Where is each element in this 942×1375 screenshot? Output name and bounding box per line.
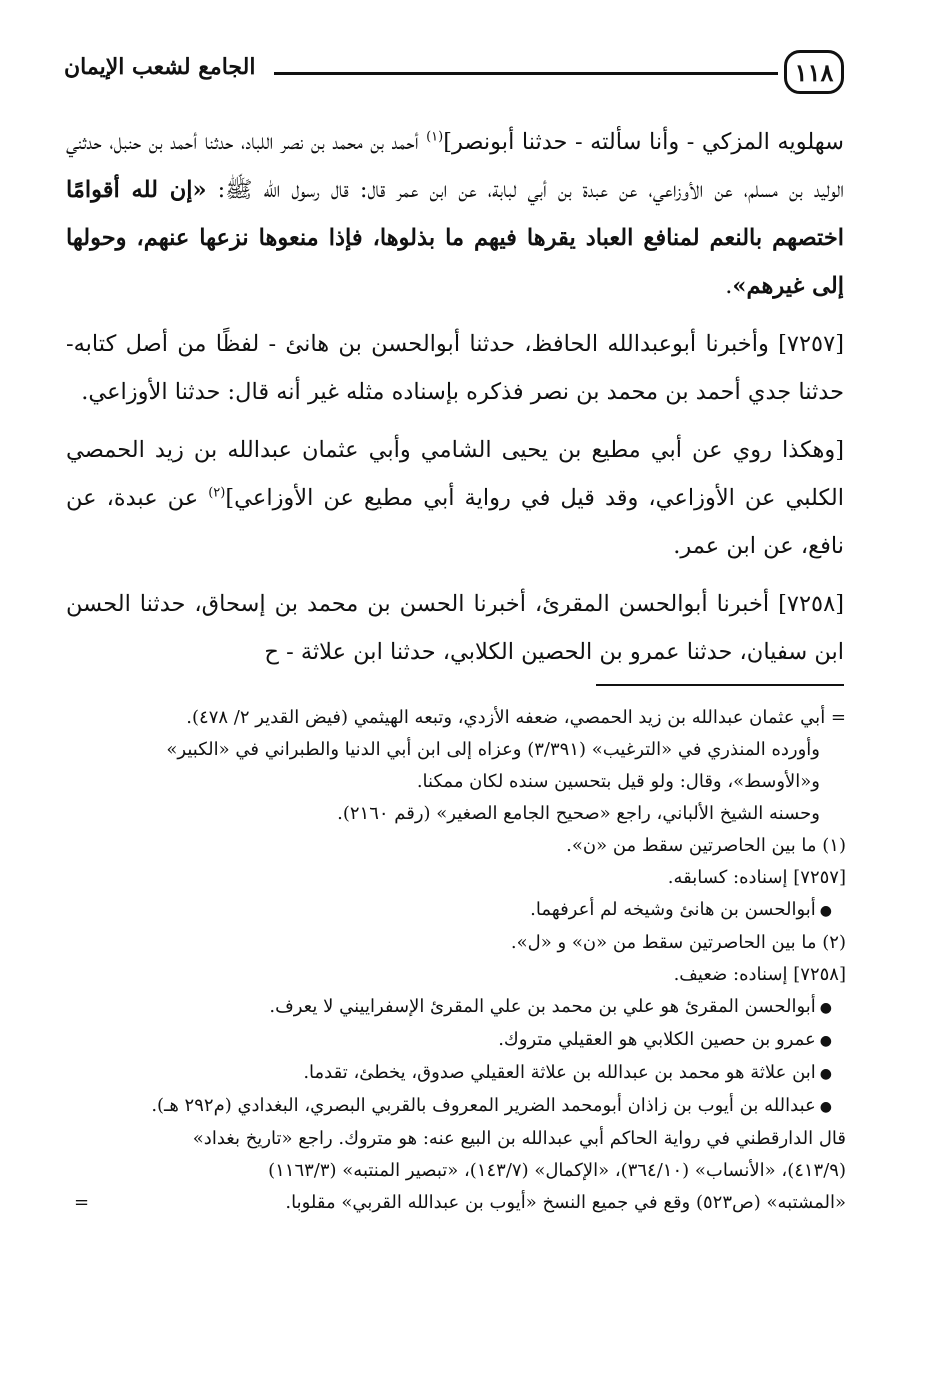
footnotes <box>66 702 846 1219</box>
footnote-line-text: «المشتبه» (ص٥٢٣) وقع في جميع النسخ «أيوب بن عبدالله القربي» مقلوبا. <box>285 1192 846 1213</box>
paragraph-7257: [٧٢٥٧] وأخبرنا أبوعبدالله الحافظ، حدثنا أبوالحسن بن هانئ - لفظًا من أصل كتابه- حدثنا جدي أحمد بن محمد بن نصر فذكره بإسناده مثله غير أنه قال: حدثنا الأوزاعي. <box>66 331 844 405</box>
bullet-icon: ● <box>819 1099 832 1115</box>
bullet-icon: ● <box>819 1066 832 1082</box>
paragraph-1 <box>66 118 844 310</box>
page-number-badge <box>784 50 844 94</box>
footnote-separator <box>596 684 844 686</box>
list-item-text: عمرو بن حصين الكلابي هو العقيلي متروك. <box>498 1029 816 1050</box>
list-item-text: ابن علاثة هو محمد بن عبدالله بن علاثة العقيلي صدوق، يخطئ، تقدما. <box>303 1062 816 1083</box>
bullet-icon: ● <box>819 903 832 919</box>
hadith-text: «إن لله أقوامًا اختصهم بالنعم لمنافع العباد يقرها فيهم ما بذلوها، فإذا منعوها نزعها عنهم، وحولها إلى غيرهم» <box>66 177 844 299</box>
footnote-7257-heading: [٧٢٥٧] إسناده: كسابقه. <box>667 867 846 888</box>
footnote-line: وأورده المنذري في «الترغيب» (٣/٣٩١) وعزاه إلى ابن أبي الدنيا والطبراني في «الكبير» <box>166 739 820 760</box>
list-item <box>66 1057 846 1090</box>
footnote-line: و«الأوسط»، وقال: ولو قيل بتحسين سنده لكان ممكنا. <box>416 771 820 792</box>
paragraph-7258: [٧٢٥٨] أخبرنا أبوالحسن المقرئ، أخبرنا الحسن بن محمد بن إسحاق، حدثنا الحسن ابن سفيان، حدثنا عمرو بن الحصين الكلابي، حدثنا ابن علاثة - ح <box>66 591 844 665</box>
footnote-ref-2: (٢) <box>208 485 226 501</box>
list-item <box>66 1090 846 1123</box>
footnote-line: قال الدارقطني في رواية الحاكم أبي عبدالله بن البيع عنه: هو متروك. راجع «تاريخ بغداد» <box>192 1128 846 1149</box>
list-item-text: عبدالله بن أيوب بن زاذان أبومحمد الضرير المعروف بالقربي البصري، البغدادي (م٢٩٢ هـ). <box>151 1095 816 1116</box>
list-item-text: أبوالحسن بن هانئ وشيخه لم أعرفهما. <box>530 899 816 920</box>
p3-text-a: [وهكذا روي عن أبي مطيع بن يحيى الشامي وأبي عثمان عبدالله بن زيد الحمصي الكلبي عن الأوزاعي، وقد قيل في رواية أبي مطيع عن الأوزاعي] <box>66 437 844 511</box>
book-title: الجامع لشعب الإيمان <box>64 54 256 80</box>
footnote-line: (٤١٣/٩)، «الأنساب» (٣٦٤/١٠)، «الإكمال» (١٤٣/٧)، «تبصير المنتبه» (١١٦٣/٣) <box>268 1160 846 1181</box>
bullet-icon: ● <box>819 1000 832 1016</box>
bullet-icon: ● <box>819 1033 832 1049</box>
footnote-7258-heading: [٧٢٥٨] إسناده: ضعيف. <box>673 964 846 985</box>
header-rule <box>274 72 778 75</box>
footnote-ref-1: (١) <box>426 129 444 145</box>
p1-text-b: أحمد بن محمد بن نصر اللباد، حدثنا أحمد بن حنبل، حدثني الوليد بن مسلم، عن الأوزاعي، عن عبدة بن أبي لبابة، عن ابن عمر قال: قال رسول الله ﷺ: <box>66 129 844 203</box>
footnote-2: (٢) ما بين الحاصرتين سقط من «ن» و «ل». <box>510 932 846 953</box>
footnote-line: وحسنه الشيخ الألباني، راجع «صحيح الجامع الصغير» (رقم ٢١٦٠). <box>337 803 820 824</box>
list-item-text: أبوالحسن المقرئ هو علي بن محمد بن علي المقرئ الإسفراييني لا يعرف. <box>269 996 816 1017</box>
continuation-mark: = <box>74 1192 90 1213</box>
footnote-1: (١) ما بين الحاصرتين سقط من «ن». <box>566 835 846 856</box>
list-item <box>66 894 846 927</box>
p3-text-b: عن عبدة، عن نافع، عن ابن عمر. <box>66 485 844 559</box>
footnote-line: = أبي عثمان عبدالله بن زيد الحمصي، ضعفه الأزدي، وتبعه الهيثمي (فيض القدير ٢/ ٤٧٨). <box>186 707 846 728</box>
p1-text-a: سهلويه المزكي - وأنا سألته - حدثنا أبونصر] <box>443 129 844 155</box>
page-number: ١١٨ <box>794 57 834 87</box>
footnote-line <box>66 1187 846 1219</box>
p1-end: . <box>725 273 733 299</box>
paragraph-3 <box>66 426 844 570</box>
page-header <box>64 46 844 102</box>
list-item <box>66 991 846 1024</box>
list-item <box>66 1024 846 1057</box>
main-text <box>66 118 844 686</box>
